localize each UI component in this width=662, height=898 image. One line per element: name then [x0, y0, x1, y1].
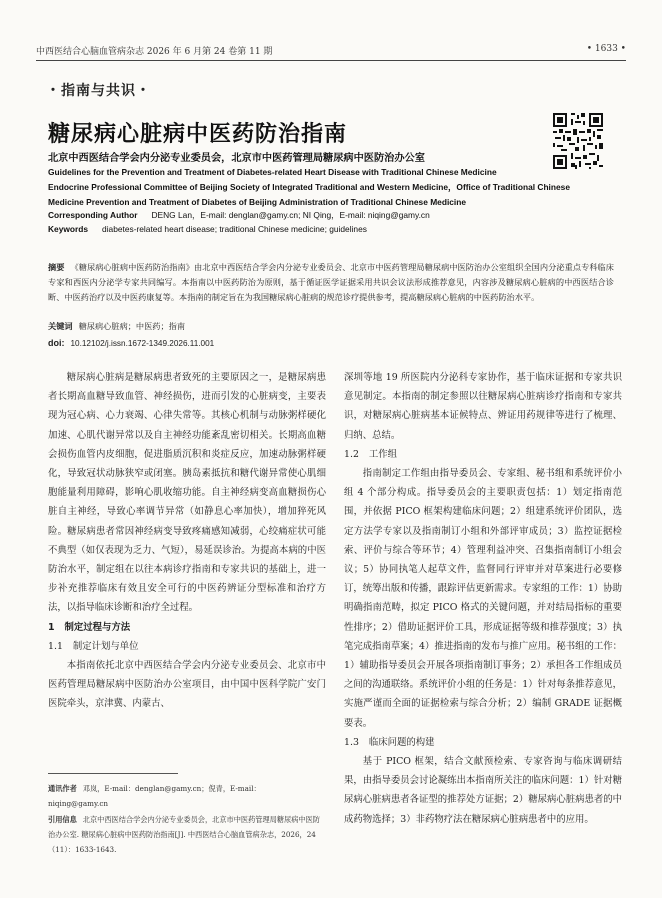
footnote [48, 781, 320, 857]
english-title-line: Guidelines for the Prevention and Treatment of Diabetes-related Heart Disease with Traditional Chinese Medicine [48, 167, 497, 177]
footnote-corr-text: 邓岚，E-mail：denglan@gamy.cn；倪青，E-mail：niqing@gamy.cn [48, 784, 261, 809]
body-paragraph: 深圳等地 19 所医院内分泌科专家协作，基于临床证据和专家共识意见制定。本指南的制定参照以往糖尿病心脏病诊疗指南和专家共识，对糖尿病心脏病基本证候特点、辨证用药规律等进行了梳理、归纳、总结。 [344, 372, 622, 441]
keywords-cn-text: 糖尿病心脏病；中医药；指南 [78, 321, 186, 331]
body-paragraph: 本指南依托北京中西医结合学会内分泌专业委员会、北京市中医药管理局糖尿病中医防治办公室项目，由中国中医科学院广安门医院牵头，京津冀、内蒙古、 [48, 660, 326, 710]
body-column-left [48, 368, 326, 714]
section-number: 1 [48, 621, 55, 633]
doi [48, 338, 214, 348]
subsection-heading [48, 637, 326, 656]
page-number: • 1633 • [586, 44, 626, 54]
english-affiliation-line: Endocrine Professional Committee of Beijing Society of Integrated Traditional and Western Medicine，Office of Traditional Chinese [48, 181, 570, 192]
doi-label: doi: [48, 338, 65, 348]
subsection-title: 制定计划与单位 [72, 640, 139, 652]
qr-code-icon [553, 113, 603, 169]
footnote-corresponding [48, 781, 320, 812]
subsection-number: 1.1 [48, 640, 63, 652]
subsection-heading [344, 445, 622, 464]
section-tag: ・指南与共识・ [46, 83, 151, 99]
section-heading [48, 618, 326, 637]
keywords-en-label: Keywords [48, 224, 89, 234]
section-title: 制定过程与方法 [64, 621, 131, 633]
header-rule [36, 60, 626, 61]
footnote-cite-label: 引用信息 [48, 814, 77, 824]
body-paragraph: 指南制定工作组由指导委员会、专家组、秘书组和系统评价小组 4 个部分构成。指导委员会的主要职责包括：1）划定指南范围，并依据 PICO 框架构建临床问题；2）组建系统评价团队，选定方法学专家以及指南制订小组和外部评审成员；3）监控证据检索、评价与综合等环节；4）管理利益冲突、召集指南制订小组会议；5）协同执笔人起草文件，监督同行评审并对草案进行必要修订，统筹出版和传播，跟踪评估更新需求。专家组的工作：1）协助明确指南范畴，拟定 PICO 格式的关键问题，并对结局指标的重要性排序；2）借助证据评价工具，形成证据等级和推荐强度；3）执笔完成指南草案；4）推进指南的发布与推广应用。秘书组的工作：1）辅助指导委员会开展各项指南制订事务；2）承担各工作组成员之间的沟通联络。系统评价小组的任务是：1）针对每条推荐意见，实施严谨而全面的证据检索与综合分析；2）编制 GRADE 证据概要表。 [344, 468, 622, 729]
corresponding-author-en [48, 209, 430, 221]
keywords-cn-label: 关键词 [48, 321, 73, 331]
abstract [48, 260, 614, 305]
english-title-block [48, 165, 618, 209]
journal-info: 中西医结合心脑血管病杂志 2026 年 6 月第 24 卷第 11 期 [36, 47, 273, 57]
abstract-text: 《糖尿病心脏病中医药防治指南》由北京中西医结合学会内分泌专业委员会、北京市中医药管理局糖尿病中医防治办公室组织全国内分泌重点专科临床专家和西医内分泌学专家共同编写。本指南以中医药防治为原则，基于循证医学证据采用共识会议法形成推荐意见，内容涉及糖尿病心脏病的中西医结合诊断、中医药治疗以及中医药康复等。本指南的制定旨在为我国糖尿病心脏病的规范诊疗提供参考，提高糖尿病心脏病的中医药防治水平。 [48, 262, 614, 302]
footnote-citation [48, 812, 320, 858]
doi-link[interactable]: 10.12102/j.issn.1672-1349.2026.11.001 [70, 339, 215, 348]
body-paragraph: 糖尿病心脏病是糖尿病患者致死的主要原因之一，是糖尿病患者长期高血糖导致血管、神经损伤，进而引发的心脏病变，主要表现为冠心病、心力衰竭、心律失常等。其核心机制与动脉粥样硬化加速、心肌代谢异常以及自主神经功能紊乱密切相关。长期高血糖会损伤血管内皮细胞，促进脂质沉积和炎症反应，加速动脉粥样硬化，导致冠状动脉狭窄或闭塞。胰岛素抵抗和糖代谢异常使心肌细胞能量利用障碍，影响心肌收缩功能。自主神经病变高血糖损伤心脏自主神经，导致心率调节异常（如静息心率加快），增加猝死风险。糖尿病患者常因神经病变导致疼痛感知减弱，心绞痛症状可能不典型（如仅表现为乏力、气短），易延误诊治。为提高本病的中医防治水平，制定组在以往本病诊疗指南和专家共识的基础上，进一步补充推荐临床有效且安全可行的中医药辨证分型标准和治疗方法，以指导临床诊断和治疗全过程。 [48, 372, 326, 614]
running-header [36, 44, 626, 58]
keywords-en-text: diabetes-related heart disease; traditional Chinese medicine; guidelines [102, 224, 367, 234]
corresponding-author-text: DENG Lan，E-mail: denglan@gamy.cn; NI Qing，E-mail: niqing@gamy.cn [151, 210, 430, 220]
footnote-cite-text: 北京中西医结合学会内分泌专业委员会，北京市中医药管理局糖尿病中医防治办公室. 糖尿病心脏病中医药防治指南[J]. 中西医结合心脑血管病杂志，2026，24（11）：1633-1643. [48, 814, 320, 855]
footnote-rule [48, 773, 178, 774]
subsection-number: 1.2 [344, 448, 359, 460]
footnote-corr-label: 通讯作者 [48, 784, 77, 793]
article-title: 糖尿病心脏病中医药防治指南 [48, 121, 348, 147]
body-column-right [344, 368, 622, 829]
authors-cn: 北京中西医结合学会内分泌专业委员会，北京市中医药管理局糖尿病中医防治办公室 [48, 152, 425, 164]
subsection-title: 临床问题的构建 [368, 736, 435, 748]
abstract-label: 摘要 [48, 262, 65, 272]
subsection-title: 工作组 [368, 448, 398, 460]
body-paragraph: 基于 PICO 框架，结合文献预检索、专家咨询与临床调研结果，由指导委员会讨论凝练出本指南所关注的临床问题：1）针对糖尿病心脏病患者各证型的推荐处方证据；2）糖尿病心脏病患者的中成药物选择；3）非药物疗法在糖尿病心脏病患者中的应用。 [344, 756, 622, 825]
keywords-cn [48, 321, 185, 332]
corresponding-author-label: Corresponding Author [48, 210, 138, 220]
subsection-number: 1.3 [344, 736, 359, 748]
subsection-heading [344, 733, 622, 752]
keywords-en [48, 224, 367, 234]
english-affiliation-line: Medicine Prevention and Treatment of Diabetes of Beijing Administration of Traditional Chinese Medicine [48, 196, 467, 207]
